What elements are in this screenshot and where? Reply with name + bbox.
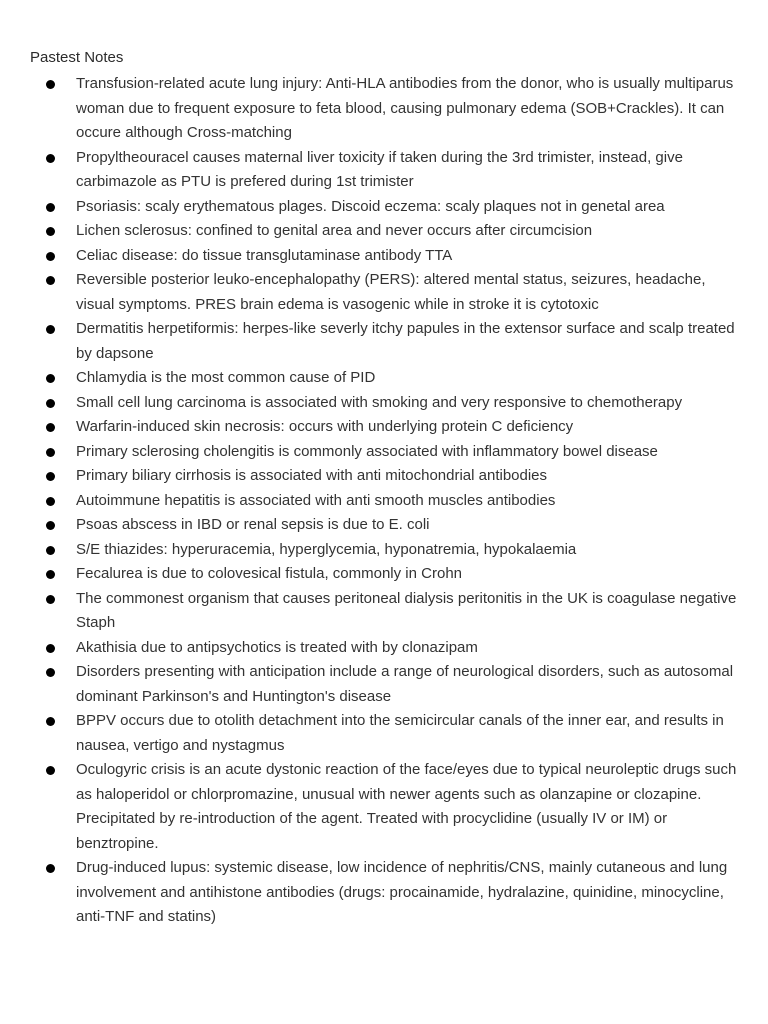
list-item — [0, 587, 768, 636]
note-text: Propyltheouracel causes maternal liver toxicity if taken during the 3rd trimister, instead, give carbimazole as PTU is prefered during 1st trimister — [76, 148, 683, 190]
bullet-icon — [46, 276, 55, 285]
note-text: Primary biliary cirrhosis is associated with anti mitochondrial antibodies — [76, 467, 548, 484]
list-item — [0, 636, 768, 661]
list-item — [0, 513, 768, 538]
note-text: Psoas abscess in IBD or renal sepsis is due to E. coli — [76, 516, 430, 533]
note-text: Oculogyric crisis is an acute dystonic reaction of the face/eyes due to typical neuroleptic drugs such as haloperidol or chlorpromazine, unusual with newer agents such as olanzapine or clozapine. Precipitated by re-introduction of the agent. Treated with procyclidine (usually IV or IM) or benztropine. — [76, 761, 737, 852]
list-item — [0, 146, 768, 195]
list-item — [0, 317, 768, 366]
note-text: S/E thiazides: hyperuracemia, hyperglycemia, hyponatremia, hypokalaemia — [76, 540, 577, 558]
bullet-icon — [46, 595, 55, 604]
list-item — [0, 366, 768, 391]
bullet-icon — [46, 399, 55, 408]
bullet-icon — [46, 325, 55, 334]
note-text: Dermatitis herpetiformis: herpes-like severly itchy papules in the extensor surface and scalp treated by dapsone — [76, 320, 735, 362]
note-text: BPPV occurs due to otolith detachment into the semicircular canals of the inner ear, and results in nausea, vertigo and nystagmus — [76, 712, 724, 754]
bullet-icon — [46, 570, 55, 579]
note-text: Reversible posterior leuko-encephalopathy (PERS): altered mental status, seizures, headache, visual symptoms. PRES brain edema is vasogenic while in stroke it is cytotoxic — [76, 271, 706, 313]
note-text: Primary sclerosing cholengitis is commonly associated with inflammatory bowel disease — [76, 442, 658, 460]
bullet-icon — [46, 766, 55, 775]
bullet-icon — [46, 374, 55, 383]
notes-list — [0, 72, 768, 930]
list-item — [0, 856, 768, 930]
bullet-icon — [46, 154, 55, 163]
note-text: Chlamydia is the most common cause of PID — [76, 369, 376, 386]
list-item — [0, 562, 768, 587]
note-text: Transfusion-related acute lung injury: Anti-HLA antibodies from the donor, who is usually multiparus woman due to frequent exposure to feta blood, causing pulmonary edema (SOB+Crackles). It can occure although Cross-matching — [76, 75, 734, 141]
list-item — [0, 195, 768, 220]
bullet-icon — [46, 644, 55, 653]
list-item — [0, 709, 768, 758]
note-text: Fecalurea is due to colovesical fistula, commonly in Crohn — [76, 565, 463, 582]
note-text: Small cell lung carcinoma is associated with smoking and very responsive to chemotherapy — [76, 393, 683, 411]
bullet-icon — [46, 521, 55, 530]
list-item — [0, 268, 768, 317]
list-item — [0, 538, 768, 563]
bullet-icon — [46, 227, 55, 236]
page-title: Pastest Notes — [30, 49, 124, 66]
bullet-icon — [46, 472, 55, 481]
list-item — [0, 464, 768, 489]
bullet-icon — [46, 717, 55, 726]
bullet-icon — [46, 668, 55, 677]
list-item — [0, 758, 768, 856]
list-item — [0, 391, 768, 416]
note-text: Celiac disease: do tissue transglutaminase antibody TTA — [76, 246, 453, 264]
list-item — [0, 219, 768, 244]
bullet-icon — [46, 423, 55, 432]
list-item — [0, 440, 768, 465]
note-text: Autoimmune hepatitis is associated with anti smooth muscles antibodies — [76, 491, 556, 509]
note-text: Psoriasis: scaly erythematous plages. Discoid eczema: scaly plaques not in genetal area — [76, 197, 665, 215]
note-text: Warfarin-induced skin necrosis: occurs with underlying protein C deficiency — [76, 418, 574, 435]
note-text: Akathisia due to antipsychotics is treated with by clonazipam — [76, 638, 478, 656]
list-item — [0, 72, 768, 146]
bullet-icon — [46, 448, 55, 457]
bullet-icon — [46, 203, 55, 212]
bullet-icon — [46, 252, 55, 261]
note-text: Drug-induced lupus: systemic disease, low incidence of nephritis/CNS, mainly cutaneous and lung involvement and antihistone antibodies (drugs: procainamide, hydralazine, quinidine, minocycline, anti-TNF and statins) — [76, 859, 728, 925]
bullet-icon — [46, 864, 55, 873]
list-item — [0, 660, 768, 709]
note-text: Disorders presenting with anticipation include a range of neurological disorders, such as autosomal dominant Parkinson's and Huntington's disease — [76, 663, 734, 705]
bullet-icon — [46, 497, 55, 506]
note-text: Lichen sclerosus: confined to genital area and never occurs after circumcision — [76, 222, 593, 239]
list-item — [0, 415, 768, 440]
note-text: The commonest organism that causes peritoneal dialysis peritonitis in the UK is coagulase negative Staph — [76, 589, 737, 631]
list-item — [0, 244, 768, 269]
bullet-icon — [46, 546, 55, 555]
bullet-icon — [46, 80, 55, 89]
list-item — [0, 489, 768, 514]
